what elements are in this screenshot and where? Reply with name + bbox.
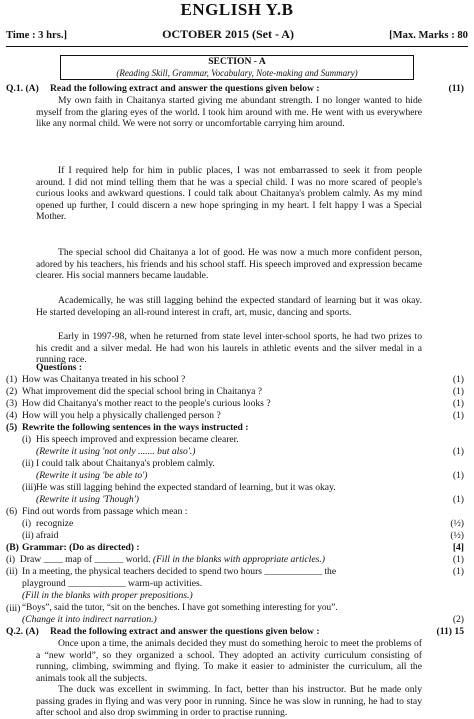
subquestion-marks: (1) [452,494,464,505]
section-box [60,55,414,80]
qb-label: (B) [6,542,19,553]
q2-marks: (11) 15 [436,626,464,637]
subquestion-hint: (Fill in the blanks with appropriate articles.) [152,554,325,565]
subquestion-hint: (Fill in the blanks with proper prepositions.) [22,590,193,601]
question-marks: (1) [452,374,464,385]
subquestion-marks: (1) [452,470,464,481]
subquestion-marks: (½) [450,530,464,541]
grammar-text: map of [65,554,93,565]
q6-instruction: Find out words from passage which mean : [22,506,188,517]
question-number: (4) [6,410,18,421]
subquestion-number: (i) [22,518,32,529]
max-marks-label: [Max. Marks : 80 [389,30,468,41]
q1-paragraph-1: My own faith in Chaitanya started giving me abundant strength. I no longer wanted to hide myself from the glaring eyes of the world. I took him around with me. He went with us everywhere like any normal child. We were not sorry or uncomfortable carrying him around. [36,95,422,130]
subquestion-text: He was still lagging behind the expected standard of learning, but it was okay. [36,482,336,493]
question-text: How did Chaitanya's mother react to the people's curious looks ? [22,398,271,409]
question-text: What improvement did the special school bring in Chaitanya ? [22,386,263,397]
subquestion-text: afraid [36,530,59,541]
header-rule [6,46,468,47]
question-marks: (1) [452,386,464,397]
time-label: Time : 3 hrs.] [6,30,68,41]
q1-label: Q.1. (A) [6,83,39,94]
subquestion-text: recognize [36,518,74,529]
subquestion-number: (iii) [6,603,21,614]
question-number: (5) [6,422,18,433]
qb-heading: Grammar: (Do as directed) : [22,542,140,553]
blank: ____ [43,554,63,565]
questions-heading: Questions : [36,362,83,373]
subquestion-marks: (1) [452,446,464,457]
section-subtitle: (Reading Skill, Grammar, Vocabulary, Note-making and Summary) [116,67,358,78]
subquestion-number: (i) [6,554,16,565]
question-number: (2) [6,386,18,397]
paper-header [6,29,468,42]
question-text: How was Chaitanya treated in his school ? [22,374,186,385]
question-marks: (1) [452,398,464,409]
subquestion-number: (iii) [22,482,37,493]
q2-paragraph-1: Once upon a time, the animals decided they must do something heroic to meet the problems of a “new world”, so they organized a school. They adopted an activity curriculum consisting of running, climbing, swimming and flying. To make it easier to administer the curriculum, all the animals took all the subjects. [36,638,422,684]
q2-passage [36,638,422,719]
q1-paragraph-3: The special school did Chaitanya a lot of good. He was now a much more confident person, adored by his teachers, his friends and his school staff. His speech improved and expression became clearer. His social manners became laudable. [36,247,422,282]
paper-title: ENGLISH Y.B [180,0,294,19]
q1-paragraph-2: If I required help for him in public places, I was not embarrassed to seek it from people around. I did not mind telling them that he was a special child. I was no more scared of people's curious looks and awkward questions. I could talk about Chaitanya's problem calmly. As my mind opened up further, I could discern a new hope springing in my heart. I felt happy I was a Special Mother. [36,165,422,223]
subquestion-number: (ii) [22,458,34,469]
subquestion-text: His speech improved and expression became clearer. [36,434,239,445]
subquestion-hint: (Rewrite it using 'Though') [36,494,139,505]
q1-paragraph-4: Academically, he was still lagging behind the expected standard of learning but it was okay. He started developing an all-round interest in craft, art, music, dancing and sports. [36,295,422,318]
grammar-text: “Boys”, said the tutor, “sit on the benches. I have got something interesting for you”. [22,603,338,613]
q2-label: Q.2. (A) [6,626,39,637]
subquestion-marks: (1) [452,566,464,577]
question-number: (1) [6,374,18,385]
subquestion-number: (i) [22,434,32,445]
q1-paragraph-5: Early in 1997-98, when he returned from state level inter-school sports, he had two prizes to his credit and a silver medal. He had won his laurels in athletic events and the silver medal in a running race. [36,331,422,366]
question-number: (6) [6,506,18,517]
subquestion-number: (ii) [6,566,18,577]
grammar-text: world. [125,554,151,565]
q1-marks: (11) [448,83,464,94]
subquestion-hint: (Rewrite it using 'not only ....... but also'.) [36,446,196,457]
question-marks: (1) [452,410,464,421]
subquestion-marks: (1) [452,554,464,565]
q5-instruction: Rewrite the following sentences in the ways instructed : [22,422,249,433]
grammar-text: Draw [19,554,42,565]
subquestion-text: I could talk about Chaitanya's problem calmly. [36,458,215,469]
blank: ______ [94,554,124,565]
qb-marks: [4] [452,542,464,553]
grammar-item-1 [6,554,325,566]
subquestion-hint: (Rewrite it using 'be able to') [36,470,148,481]
subquestion-marks: (2) [452,614,464,625]
subquestion-marks: (½) [450,518,464,529]
subquestion-hint: (Change it into indirect narration.) [22,614,157,625]
question-text: How will you help a physically challenged person ? [22,410,221,421]
exam-label: OCTOBER 2015 (Set - A) [162,27,294,41]
q2-paragraph-2: The duck was excellent in swimming. In fact, better than his instructor. But he made only passing grades in flying and was very poor in running. Since he was slow in running, he had to stay after school and also drop swimming in order to practise running. [36,684,422,719]
subquestion-number: (ii) [22,530,34,541]
grammar-text: playground ____________ warm-up activities. [22,578,203,589]
grammar-text: In a meeting, the physical teachers decided to spend two hours ____________ the [22,566,337,577]
q1-passage [36,95,422,366]
q1-instruction: Read the following extract and answer the questions given below : [50,83,320,94]
section-name: SECTION - A [208,56,266,67]
question-number: (3) [6,398,18,409]
q2-instruction: Read the following extract and answer the questions given below : [50,626,320,637]
